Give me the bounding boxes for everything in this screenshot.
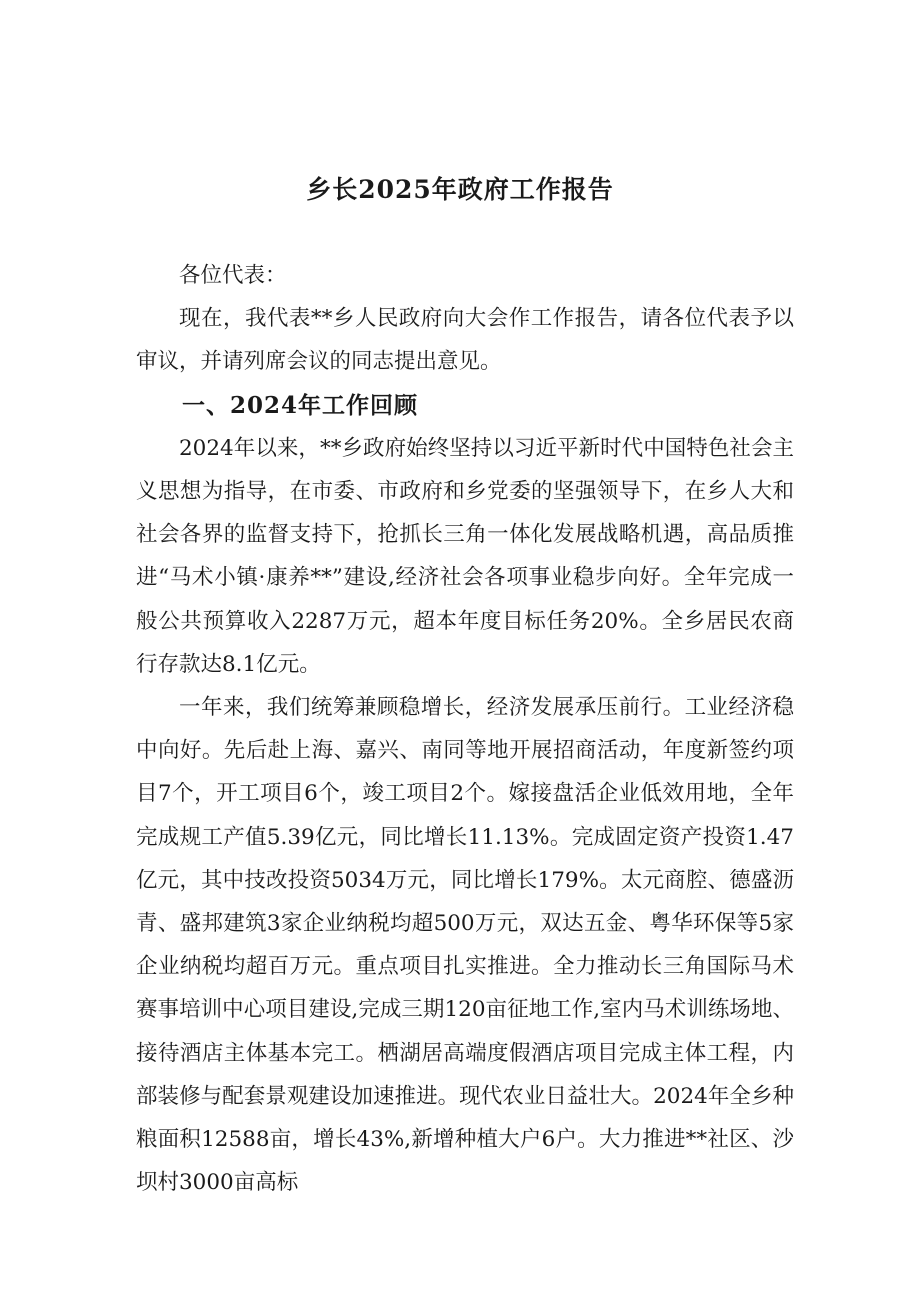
paragraph-review-summary: 2024年以来，**乡政府始终坚持以习近平新时代中国特色社会主义思想为指导，在市委、市政府和乡党委的坚强领导下，在乡人大和社会各界的监督支持下，抢抓长三角一体化发展战略机遇，高品质推进“马术小镇·康养**”建设,经济社会各项事业稳步向好。全年完成一般公共预算收入2287万元，超本年度目标任务20%。全乡居民农商行存款达8.1亿元。 bbox=[136, 435, 794, 677]
document-body bbox=[136, 254, 794, 1204]
section-heading: 一、2024年工作回顾 bbox=[182, 391, 419, 419]
salutation: 各位代表： bbox=[179, 263, 287, 288]
paragraph-economy: 一年来，我们统筹兼顾稳增长，经济发展承压前行。工业经济稳中向好。先后赴上海、嘉兴、南同等地开展招商活动，年度新签约项目7个，开工项目6个，竣工项目2个。嫁接盘活企业低效用地，全年完成规工产值5.39亿元，同比增长11.13%。完成固定资产投资1.47亿元，其中技改投资5034万元，同比增长179%。太元商腔、德盛沥青、盛邦建筑3家企业纳税均超500万元，双达五金、粤华环保等5家企业纳税均超百万元。重点项目扎实推进。全力推动长三角国际马术赛事培训中心项目建设,完成三期120亩征地工作,室内马术训练场地、接待酒店主体基本完工。栖湖居高端度假酒店项目完成主体工程，内部装修与配套景观建设加速推进。现代农业日益壮大。2024年全乡种粮面积12588亩，增长43%,新增种植大户6户。大力推进**社区、沙坝村3000亩高标 bbox=[136, 695, 794, 1196]
document-title: 乡长2025年政府工作报告 bbox=[306, 175, 614, 204]
intro-paragraph: 现在，我代表**乡人民政府向大会作工作报告，请各位代表予以审议，并请列席会议的同志提出意见。 bbox=[136, 306, 794, 375]
